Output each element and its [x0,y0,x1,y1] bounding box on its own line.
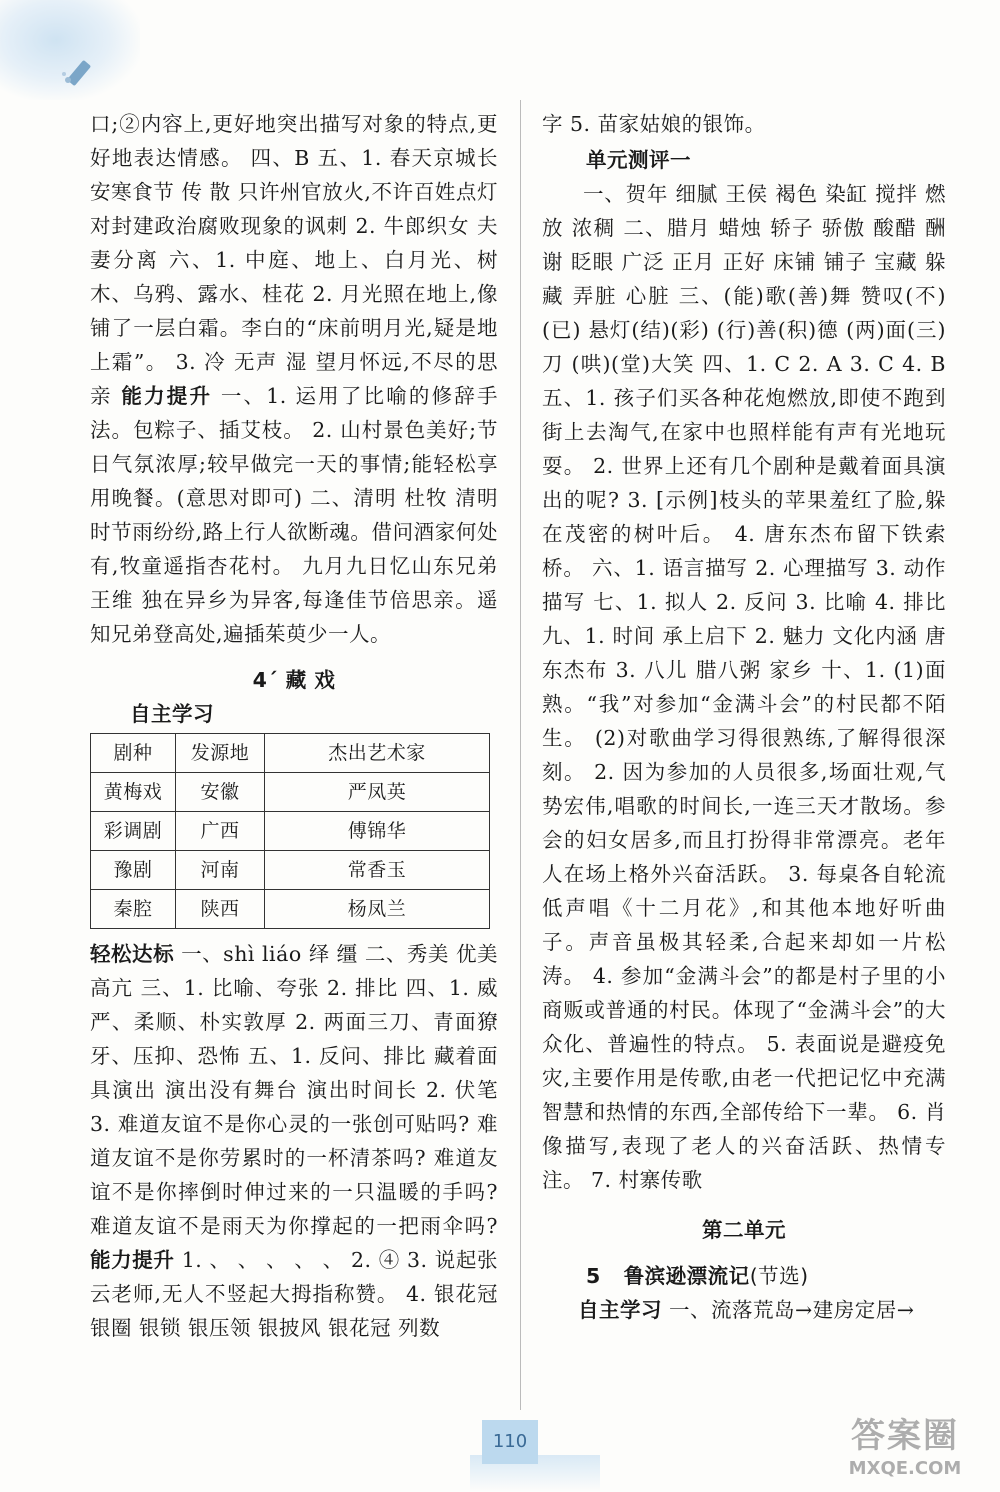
watermark-logo: 答案圈 [851,1416,959,1456]
left-column [90,107,498,1345]
answer-paragraph [90,107,498,651]
section-label: 能力提升 [121,384,213,408]
table-row [91,890,490,929]
answer-paragraph: 字 5. 苗家姑娘的银饰。 [542,112,766,136]
lesson-number: 5 [586,1264,601,1288]
answer-text: 一、1. 运用了比喻的修辞手法。包粽子、插艾枝。 2. 山村景色美好;节日气氛浓厚;较早做完一天的事情;能轻松享用晚餐。(意思对即可) 二、清明 杜牧 清明时节雨纷纷,路上行人欲断魂。借问酒家何处有,牧童遥指杏花村。 九月九日忆山东兄弟 王维 独在异乡为异客,每逢佳节倍思亲。遥知兄弟登高处,遍插茱萸少一人。 [90,384,498,646]
table-cell: 秦腔 [91,890,176,929]
table-cell: 傅锦华 [265,812,490,851]
lesson-note: (节选) [749,1264,809,1288]
table-header-row [91,734,490,773]
watermark [820,1415,990,1487]
section-heading: 自主学习 [130,702,214,726]
table-cell: 广西 [176,812,265,851]
answer-paragraph: 一、贺年 细腻 王侯 褐色 染缸 搅拌 燃放 浓稠 二、腊月 蜡烛 轿子 骄傲 酸醋 酬谢 眨眼 广泛 正月 正好 床铺 铺子 宝藏 躲藏 弄脏 心脏 三、(能)歌(善)舞 赞叹(不)(已) 悬灯(结)(彩) (行)善(积)德 (两)面(三)刀 (哄)(堂)大笑 四、1. C 2. A 3. C 4. B 五、1. 孩子们买各种花炮燃放,即使不跑到街上去淘气,在家中也照样能有声有光地玩耍。 2. 世界上还有几个剧种是戴着面具演出的呢? 3. [示例]枝头的苹果羞红了脸,躲在茂密的树叶后。 4. 唐东杰布留下铁索桥。 六、1. 语言描写 2. 心理描写 3. 动作描写 七、1. 拟人 2. 反问 3. 比喻 4. 排比 九、1. 时间 承上启下 2. 魅力 文化内涵 唐东杰布 3. 八儿 腊八粥 家乡 十、1. (1)面熟。“我”对参加“金满斗会”的村民都不陌生。 (2)对歌曲学习得很熟练,了解得很深刻。 2. 因为参加的人员很多,场面壮观,气势宏伟,唱歌的时间长,一连三天才散场。参会的妇女居多,而且打扮得非常漂亮。老年人在场上格外兴奋活跃。 3. 每桌各自轮流低声唱《十二月花》,和其他本地好听曲子。声音虽极其轻柔,合起来却如一片松涛。 4. 参加“金满斗会”的都是村子里的小商贩或普通的村民。体现了“金满斗会”的大众化、普遍性的特点。 5. 表面说是避疫免灾,主要作用是传歌,由老一代把记忆中充满智慧和热情的东西,全部传给下一辈。 6. 肖像描写,表现了老人的兴奋活跃、热情专注。 7. 村寨传歌 [542,182,946,1192]
table-cell: 黄梅戏 [91,773,176,812]
table-cell: 杨凤兰 [265,890,490,929]
table-cell: 河南 [176,851,265,890]
column-header: 杰出艺术家 [265,734,490,773]
section-label: 能力提升 [90,1248,175,1272]
column-header: 发源地 [176,734,265,773]
answer-text: 1. 、 、 、 、 、 2. ④ 3. 说起张云老师,无人不竖起大拇指称赞。 4. 银花冠 银圈 银锁 银压领 银披风 银花冠 列数 [90,1248,499,1340]
answer-text: 一、流落荒岛→建房定居→ [662,1298,915,1322]
lesson-name: 鲁滨逊漂流记 [623,1264,750,1288]
table-cell: 严凤英 [265,773,490,812]
answer-text: 口;②内容上,更好地突出描写对象的特点,更好地表达情感。 四、B 五、1. 春天京城长安寒食节 传 散 只许州官放火,不许百姓点灯 对封建政治腐败现象的讽刺 2. 牛郎织女 夫妻分离 六、1. 中庭、地上、白月光、树木、乌鸦、露水、桂花 2. 月光照在地上,像铺了一层白霜。李白的“床前明月光,疑是地上霜”。 3. 冷 无声 湿 望月怀远,不尽的思亲 [90,112,499,408]
table-cell: 陕西 [176,890,265,929]
unit-title: 第二单元 [702,1218,786,1242]
answer-paragraph [90,937,498,1345]
answer-paragraph [542,1293,946,1327]
answer-text: 一、shì liáo 绎 缰 二、秀美 优美 高亢 三、1. 比喻、夸张 2. 排比 四、1. 威严、柔顺、朴实敦厚 2. 两面三刀、青面獠牙、压抑、恐怖 五、1. 反问、排比 藏着面具演出 演出没有舞台 演出时间长 2. 伏笔 3. 难道友谊不是你心灵的一张创可贴吗? 难道友谊不是你劳累时的一杯清茶吗? 难道友谊不是你摔倒时伸过来的一只温暖的手吗? 难道友谊不是雨天为你撑起的一把雨伞吗? [90,942,498,1238]
section-label: 轻松达标 [90,942,175,966]
right-column [542,107,946,1327]
table-cell: 安徽 [176,773,265,812]
table-row [91,812,490,851]
table-cell: 常香玉 [265,851,490,890]
lesson-title: 4ˊ 藏 戏 [252,668,336,692]
table-row [91,851,490,890]
table-cell: 豫剧 [91,851,176,890]
section-heading: 单元测评一 [586,148,691,172]
opera-table [90,733,490,929]
pen-icon [60,50,110,90]
column-header: 剧种 [91,734,176,773]
corner-decoration [0,0,140,100]
section-label: 自主学习 [578,1298,662,1322]
column-divider [520,100,521,1410]
watermark-url: MXQE.COM [848,1458,962,1479]
table-cell: 彩调剧 [91,812,176,851]
lesson-title [542,1259,946,1293]
page-number: 110 [482,1420,538,1464]
table-row [91,773,490,812]
